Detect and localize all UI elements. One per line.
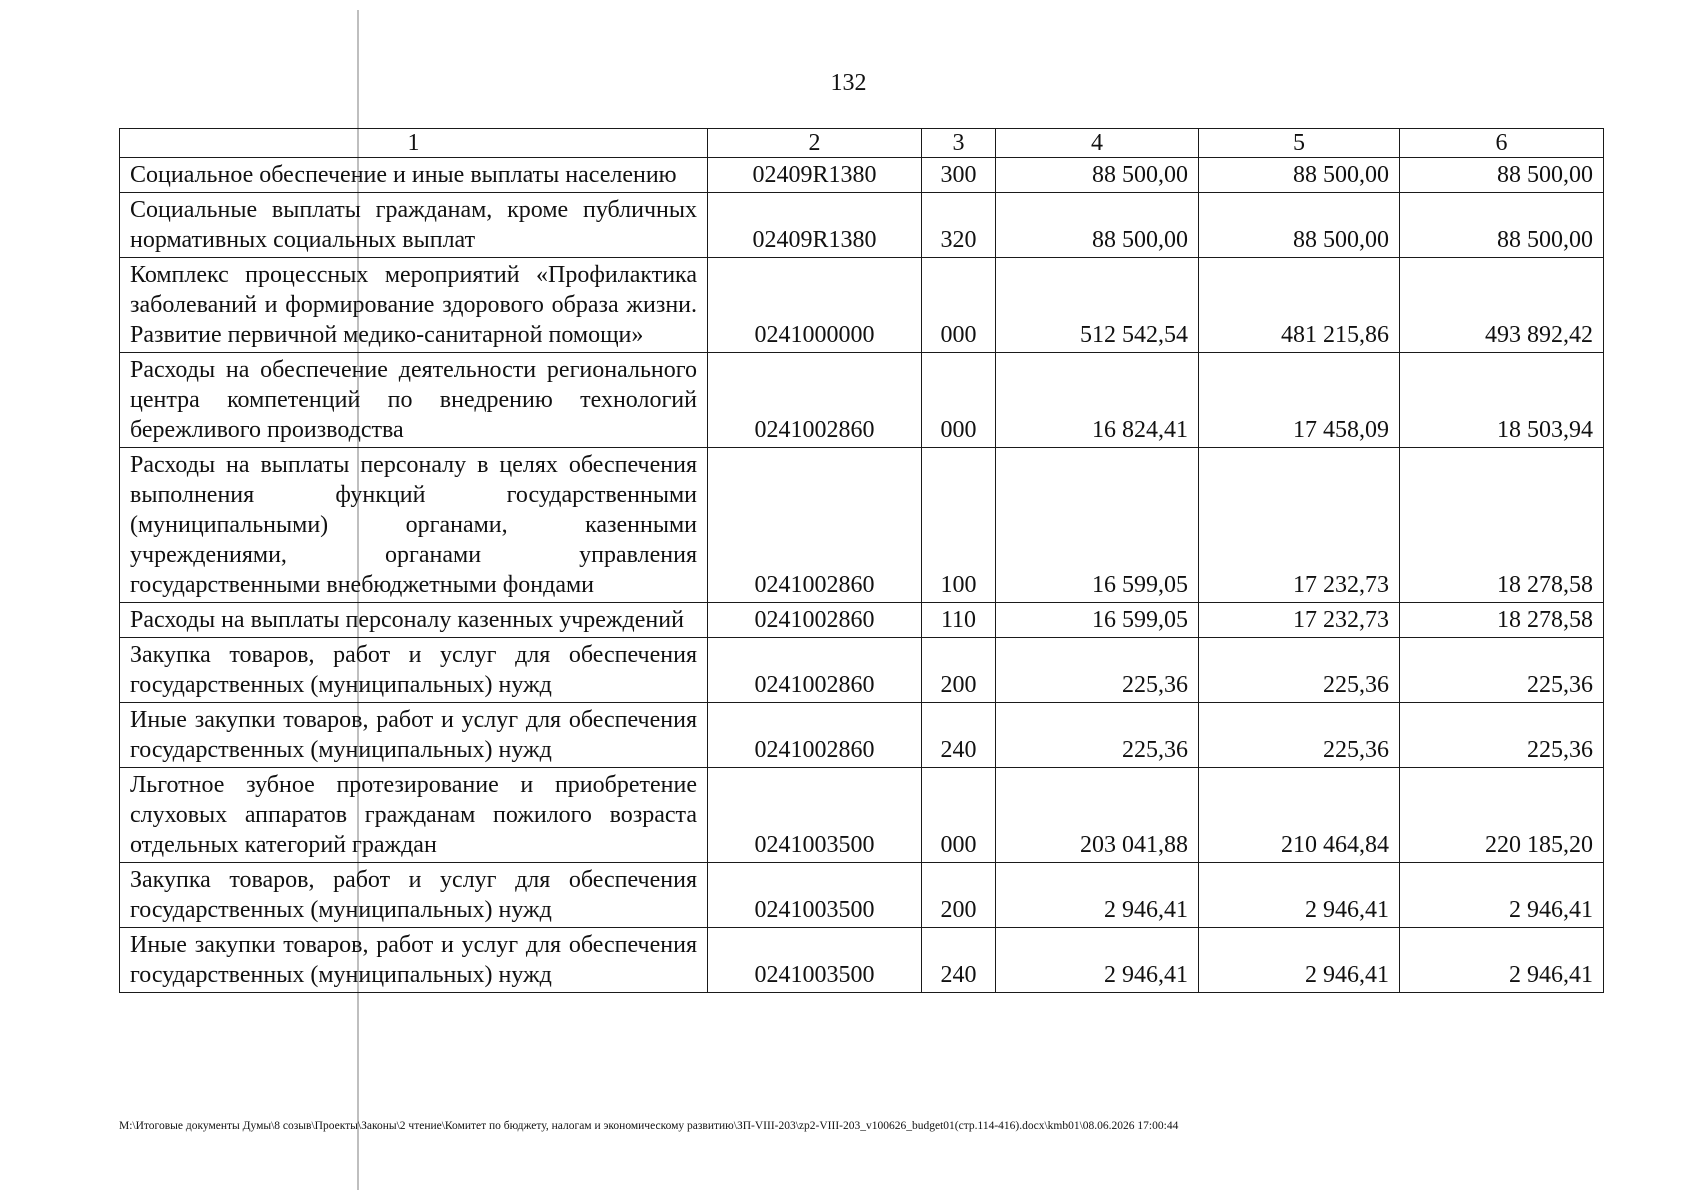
table-row (120, 863, 1604, 928)
header-col-5: 5 (1199, 129, 1400, 158)
table-row (120, 353, 1604, 448)
table-row (120, 768, 1604, 863)
row-description: Расходы на обеспечение деятельности регионального центра компетенций по внедрению технологий бережливого производства (120, 353, 708, 448)
row-code: 0241002860 (708, 448, 922, 603)
row-amount-col5: 88 500,00 (1199, 193, 1400, 258)
row-expense-type: 100 (922, 448, 996, 603)
row-amount-col4: 225,36 (996, 703, 1199, 768)
row-amount-col5: 2 946,41 (1199, 928, 1400, 993)
table-row (120, 158, 1604, 193)
row-amount-col4: 88 500,00 (996, 193, 1199, 258)
header-col-3: 3 (922, 129, 996, 158)
row-expense-type: 240 (922, 703, 996, 768)
header-col-6: 6 (1400, 129, 1604, 158)
row-code: 02409R1380 (708, 158, 922, 193)
row-code: 0241002860 (708, 353, 922, 448)
row-amount-col6: 2 946,41 (1400, 928, 1604, 993)
row-amount-col4: 88 500,00 (996, 158, 1199, 193)
table-row (120, 193, 1604, 258)
row-amount-col6: 225,36 (1400, 703, 1604, 768)
row-expense-type: 110 (922, 603, 996, 638)
budget-table-container (119, 128, 1603, 993)
row-amount-col5: 17 232,73 (1199, 448, 1400, 603)
row-description: Социальные выплаты гражданам, кроме публичных нормативных социальных выплат (120, 193, 708, 258)
row-expense-type: 200 (922, 863, 996, 928)
row-code: 0241002860 (708, 703, 922, 768)
row-description: Закупка товаров, работ и услуг для обеспечения государственных (муниципальных) нужд (120, 863, 708, 928)
row-amount-col5: 88 500,00 (1199, 158, 1400, 193)
row-expense-type: 200 (922, 638, 996, 703)
row-description: Расходы на выплаты персоналу казенных учреждений (120, 603, 708, 638)
table-row (120, 928, 1604, 993)
row-code: 02409R1380 (708, 193, 922, 258)
table-row (120, 448, 1604, 603)
row-amount-col6: 2 946,41 (1400, 863, 1604, 928)
row-amount-col6: 220 185,20 (1400, 768, 1604, 863)
row-amount-col5: 225,36 (1199, 703, 1400, 768)
row-description: Социальное обеспечение и иные выплаты населению (120, 158, 708, 193)
row-amount-col4: 225,36 (996, 638, 1199, 703)
header-col-2: 2 (708, 129, 922, 158)
row-amount-col5: 481 215,86 (1199, 258, 1400, 353)
row-amount-col4: 2 946,41 (996, 863, 1199, 928)
header-col-1: 1 (120, 129, 708, 158)
row-amount-col6: 18 278,58 (1400, 448, 1604, 603)
row-amount-col4: 512 542,54 (996, 258, 1199, 353)
row-description: Комплекс процессных мероприятий «Профилактика заболеваний и формирование здорового образа жизни. Развитие первичной медико-санитарной помощи» (120, 258, 708, 353)
budget-table (119, 128, 1604, 993)
row-amount-col6: 88 500,00 (1400, 193, 1604, 258)
table-row (120, 638, 1604, 703)
row-description: Иные закупки товаров, работ и услуг для обеспечения государственных (муниципальных) нужд (120, 703, 708, 768)
row-code: 0241000000 (708, 258, 922, 353)
row-description: Льготное зубное протезирование и приобретение слуховых аппаратов гражданам пожилого возраста отдельных категорий граждан (120, 768, 708, 863)
row-amount-col5: 17 458,09 (1199, 353, 1400, 448)
footer-file-path: M:\Итоговые документы Думы\8 созыв\Проекты\Законы\2 чтение\Комитет по бюджету, налогам и экономическому развитию\ЗП-VIII-203\zp2-VIII-203_v100626_budget01(стр.114-416).docx\kmb01\08.06.2026 17:00:44 (119, 1120, 1179, 1132)
row-amount-col5: 210 464,84 (1199, 768, 1400, 863)
table-header-row (120, 129, 1604, 158)
row-code: 0241003500 (708, 863, 922, 928)
table-row (120, 258, 1604, 353)
row-amount-col5: 17 232,73 (1199, 603, 1400, 638)
row-expense-type: 300 (922, 158, 996, 193)
row-code: 0241003500 (708, 768, 922, 863)
row-code: 0241002860 (708, 638, 922, 703)
header-col-4: 4 (996, 129, 1199, 158)
row-amount-col4: 16 599,05 (996, 448, 1199, 603)
row-amount-col4: 203 041,88 (996, 768, 1199, 863)
row-expense-type: 000 (922, 258, 996, 353)
row-expense-type: 240 (922, 928, 996, 993)
row-code: 0241002860 (708, 603, 922, 638)
row-amount-col4: 16 599,05 (996, 603, 1199, 638)
row-description: Закупка товаров, работ и услуг для обеспечения государственных (муниципальных) нужд (120, 638, 708, 703)
page-number: 132 (830, 70, 867, 96)
row-amount-col5: 2 946,41 (1199, 863, 1400, 928)
row-amount-col4: 2 946,41 (996, 928, 1199, 993)
row-expense-type: 320 (922, 193, 996, 258)
row-expense-type: 000 (922, 353, 996, 448)
row-description: Иные закупки товаров, работ и услуг для обеспечения государственных (муниципальных) нужд (120, 928, 708, 993)
row-amount-col6: 493 892,42 (1400, 258, 1604, 353)
row-amount-col5: 225,36 (1199, 638, 1400, 703)
row-code: 0241003500 (708, 928, 922, 993)
table-row (120, 603, 1604, 638)
row-amount-col6: 88 500,00 (1400, 158, 1604, 193)
row-amount-col6: 18 278,58 (1400, 603, 1604, 638)
row-amount-col6: 225,36 (1400, 638, 1604, 703)
table-row (120, 703, 1604, 768)
row-amount-col4: 16 824,41 (996, 353, 1199, 448)
row-expense-type: 000 (922, 768, 996, 863)
row-amount-col6: 18 503,94 (1400, 353, 1604, 448)
row-description: Расходы на выплаты персоналу в целях обеспечения выполнения функций государственными (муниципальными) органами, казенными учреждениями, органами управления государственными внебюджетными фондами (120, 448, 708, 603)
